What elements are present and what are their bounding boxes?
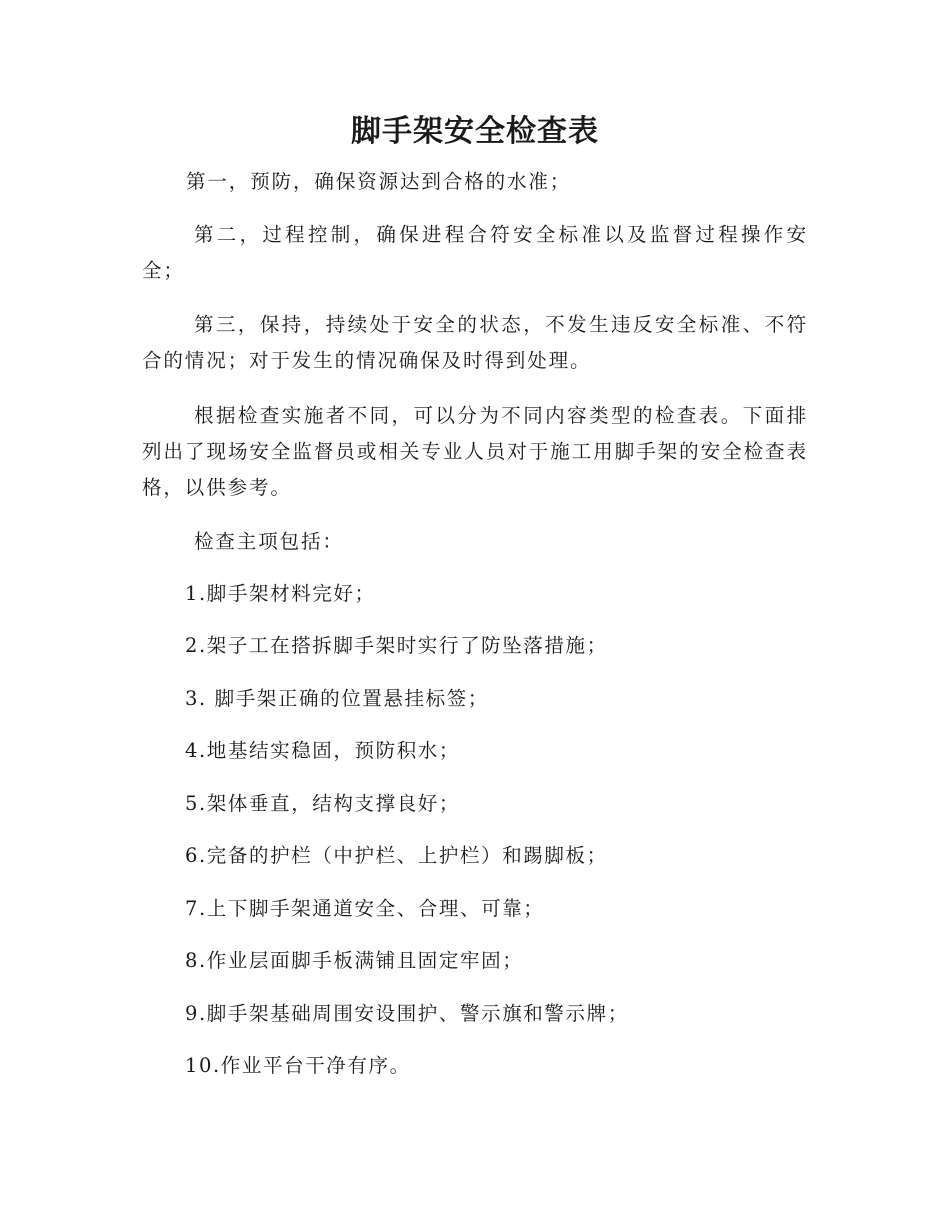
list-item: 9.脚手架基础周围安设围护、警示旗和警示牌； xyxy=(185,1002,629,1025)
list-item: 5.架体垂直，结构支撑良好； xyxy=(185,792,461,815)
paragraph-process-control: 第二，过程控制，确保进程合符安全标准以及监督过程操作安全； xyxy=(142,223,808,282)
list-item: 1.脚手架材料完好； xyxy=(185,582,376,605)
list-item: 3. 脚手架正确的位置悬挂标签； xyxy=(185,687,489,710)
list-item: 8.作业层面脚手板满铺且固定牢固； xyxy=(185,949,524,972)
list-item: 10.作业平台干净有序。 xyxy=(185,1054,411,1077)
list-item: 6.完备的护栏（中护栏、上护栏）和踢脚板； xyxy=(185,844,608,867)
document-title: 脚手架安全检查表 xyxy=(351,114,599,149)
list-item: 2.架子工在搭拆脚手架时实行了防坠落措施； xyxy=(185,634,608,657)
paragraph-prevention: 第一，预防，确保资源达到合格的水准； xyxy=(186,170,572,193)
paragraph-checklist-intro: 根据检查实施者不同，可以分为不同内容类型的检查表。下面排列出了现场安全监督员或相关专业人员对于施工用脚手架的安全检查表格，以供参考。 xyxy=(142,404,808,499)
list-item: 7.上下脚手架通道安全、合理、可靠； xyxy=(185,897,545,920)
paragraph-maintenance: 第三，保持，持续处于安全的状态，不发生违反安全标准、不符合的情况；对于发生的情况确保及时得到处理。 xyxy=(142,313,808,372)
list-item: 4.地基结实稳固，预防积水； xyxy=(185,739,461,762)
paragraph-main-items-heading: 检查主项包括： xyxy=(194,530,344,553)
